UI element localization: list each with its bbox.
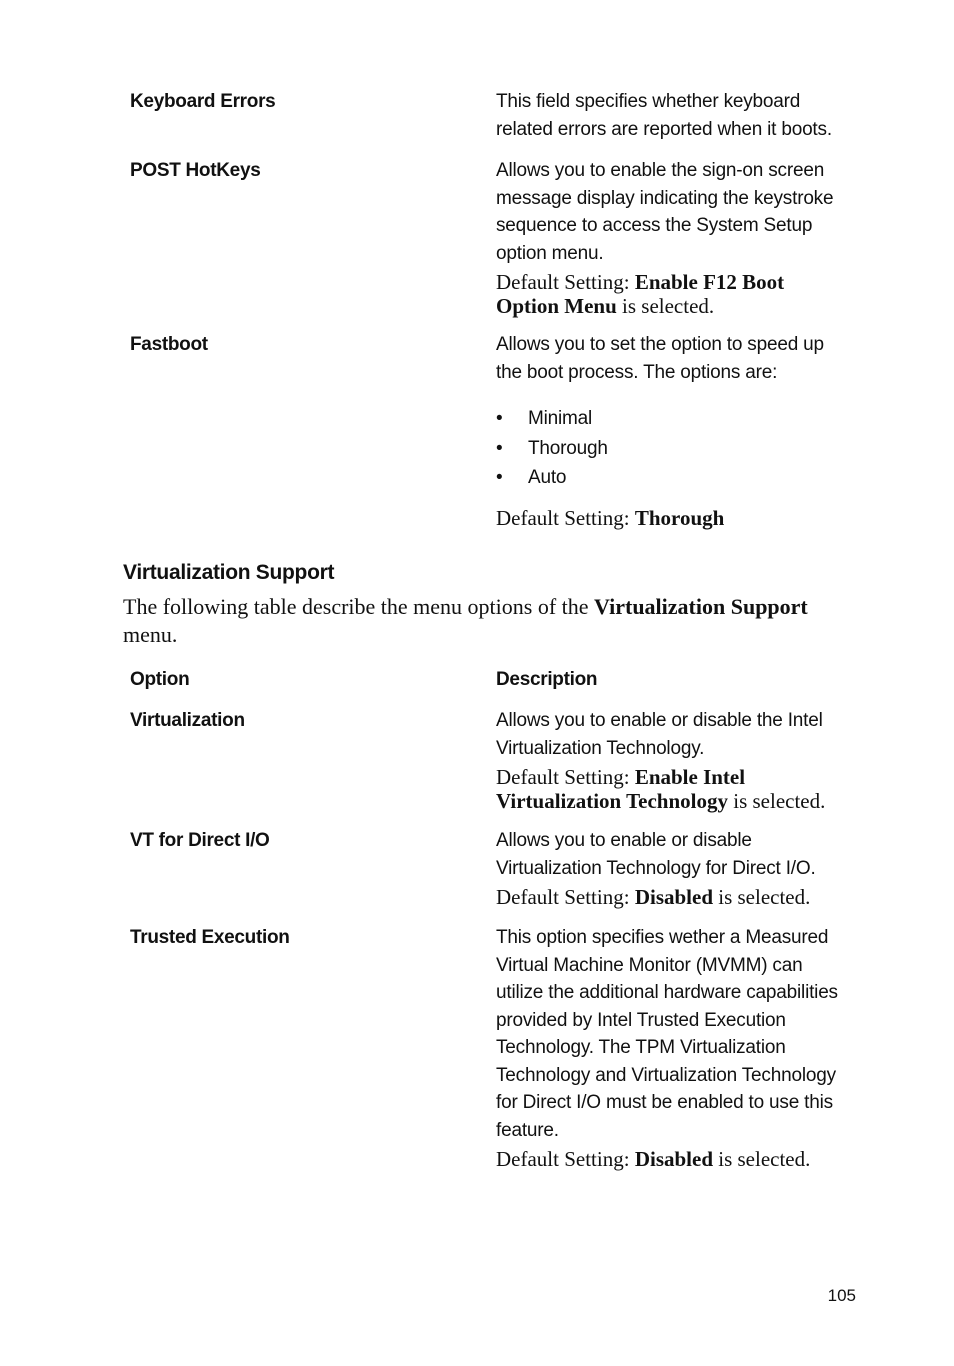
page-number: 105 — [827, 1286, 856, 1305]
default-setting: Default Setting: Disabled is selected. — [496, 885, 811, 909]
description-line: Allows you to set the option to speed up — [496, 334, 824, 355]
option-description — [496, 331, 856, 530]
description-line: related errors are reported when it boots. — [496, 118, 832, 140]
option-description — [496, 157, 856, 318]
default-setting: Default Setting: Disabled is selected. — [496, 1147, 811, 1171]
description-line: sequence to access the System Setup — [496, 215, 813, 236]
option-name: Keyboard Errors — [130, 91, 276, 112]
description-line: This field specifies whether keyboard — [496, 91, 801, 112]
description-line: Virtualization Technology for Direct I/O. — [496, 857, 816, 879]
option-list — [496, 404, 856, 493]
list-item: • Thorough — [496, 434, 856, 464]
option-name: POST HotKeys — [130, 160, 261, 181]
default-setting: Default Setting: Enable F12 Boot Option Menu is selected. — [496, 270, 785, 318]
description-line: option menu. — [496, 242, 604, 264]
default-value: Thorough — [634, 505, 725, 530]
description-line: for Direct I/O must be enabled to use this — [496, 1092, 833, 1113]
option-description — [496, 707, 856, 813]
option-description — [496, 827, 856, 910]
option-name: VT for Direct I/O — [130, 830, 270, 851]
description-line: feature. — [496, 1119, 559, 1141]
list-item: • Auto — [496, 463, 856, 493]
description-line: message display indicating the keystroke — [496, 187, 834, 209]
description-line: Virtual Machine Monitor (MVMM) can — [496, 954, 803, 976]
default-setting: Default Setting: Thorough — [496, 505, 725, 530]
description-line: This option specifies wether a Measured — [496, 927, 829, 948]
column-header-description: Description — [496, 669, 598, 690]
description-line: the boot process. The options are: — [496, 361, 778, 383]
default-value: Enable Intel — [634, 765, 746, 789]
description-line: Technology. The TPM Virtualization — [496, 1037, 786, 1058]
default-setting: Default Setting: Enable Intel Virtualization Technology is selected. — [496, 765, 826, 813]
default-value: Virtualization Technology — [496, 788, 728, 813]
description-line: Allows you to enable or disable — [496, 830, 752, 851]
description-line: Allows you to enable or disable the Intel — [496, 710, 823, 731]
option-name: Virtualization — [130, 710, 245, 731]
option-name: Fastboot — [130, 334, 208, 355]
column-header-option: Option — [130, 669, 190, 690]
description-line: provided by Intel Trusted Execution — [496, 1009, 786, 1031]
description-line: utilize the additional hardware capabilities — [496, 982, 838, 1003]
description-line: Virtualization Technology. — [496, 737, 705, 759]
option-description — [496, 924, 856, 1172]
section-heading: Virtualization Support — [123, 561, 335, 584]
default-value: Disabled — [634, 1147, 713, 1171]
default-value: Disabled — [634, 885, 713, 909]
description-line: Technology and Virtualization Technology — [496, 1064, 836, 1086]
option-name: Trusted Execution — [130, 927, 290, 948]
description-line: Allows you to enable the sign-on screen — [496, 160, 825, 181]
default-value: Enable F12 Boot — [634, 270, 785, 294]
list-item: • Minimal — [496, 404, 856, 434]
option-description — [496, 88, 856, 143]
default-value: Option Menu — [496, 293, 617, 318]
section-intro: The following table describe the menu options of the Virtualization Support menu. — [123, 594, 808, 647]
